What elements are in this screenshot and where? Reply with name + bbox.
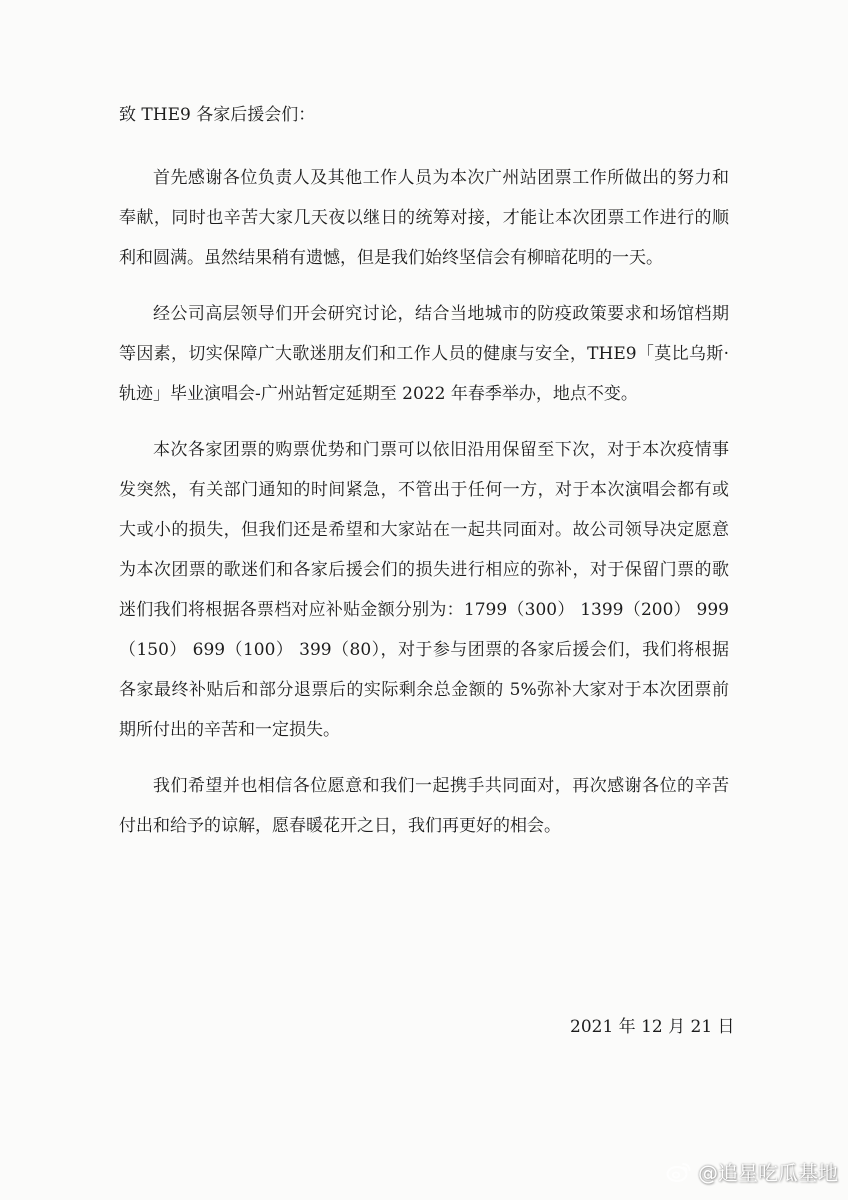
salutation: 致 THE9 各家后援会们： <box>119 105 316 125</box>
watermark-text: @追星吃瓜基地 <box>698 1161 838 1185</box>
paragraph-thanks: 首先感谢各位负责人及其他工作人员为本次广州站团票工作所做出的努力和奉献，同时也辛苦大家几天夜以继日的统筹对接，才能让本次团票工作进行的顺利和圆满。虽然结果稍有遗憾，但是我们始终坚信会有柳暗花明的一天。 <box>119 168 729 268</box>
letter-body <box>119 95 729 846</box>
weibo-icon <box>666 1161 692 1183</box>
paragraph-compensation: 本次各家团票的购票优势和门票可以依旧沿用保留至下次，对于本次疫情事发突然，有关部门通知的时间紧急，不管出于任何一方，对于本次演唱会都有或大或小的损失，但我们还是希望和大家站在一起共同面对。故公司领导决定愿意为本次团票的歌迷们和各家后援会们的损失进行相应的弥补，对于保留门票的歌迷们我们将根据各票档对应补贴金额分别为：1799（300） 1399（200） 999（150） 699（100） 399（80），对于参与团票的各家后援会们，我们将根据各家最终补贴后和部分退票后的实际剩余总金额的 5%弥补大家对于本次团票前期所付出的辛苦和一定损失。 <box>119 440 729 740</box>
paragraph-closing: 我们希望并也相信各位愿意和我们一起携手共同面对，再次感谢各位的辛苦付出和给予的谅解，愿春暖花开之日，我们再更好的相会。 <box>119 776 729 836</box>
letter-date: 2021 年 12 月 21 日 <box>570 1017 735 1037</box>
paragraph-postponement: 经公司高层领导们开会研究讨论，结合当地城市的防疫政策要求和场馆档期等因素，切实保障广大歌迷朋友们和工作人员的健康与安全，THE9「莫比乌斯·轨迹」毕业演唱会-广州站暂定延期至 2022 年春季举办，地点不变。 <box>119 304 729 404</box>
watermark <box>666 1157 838 1186</box>
